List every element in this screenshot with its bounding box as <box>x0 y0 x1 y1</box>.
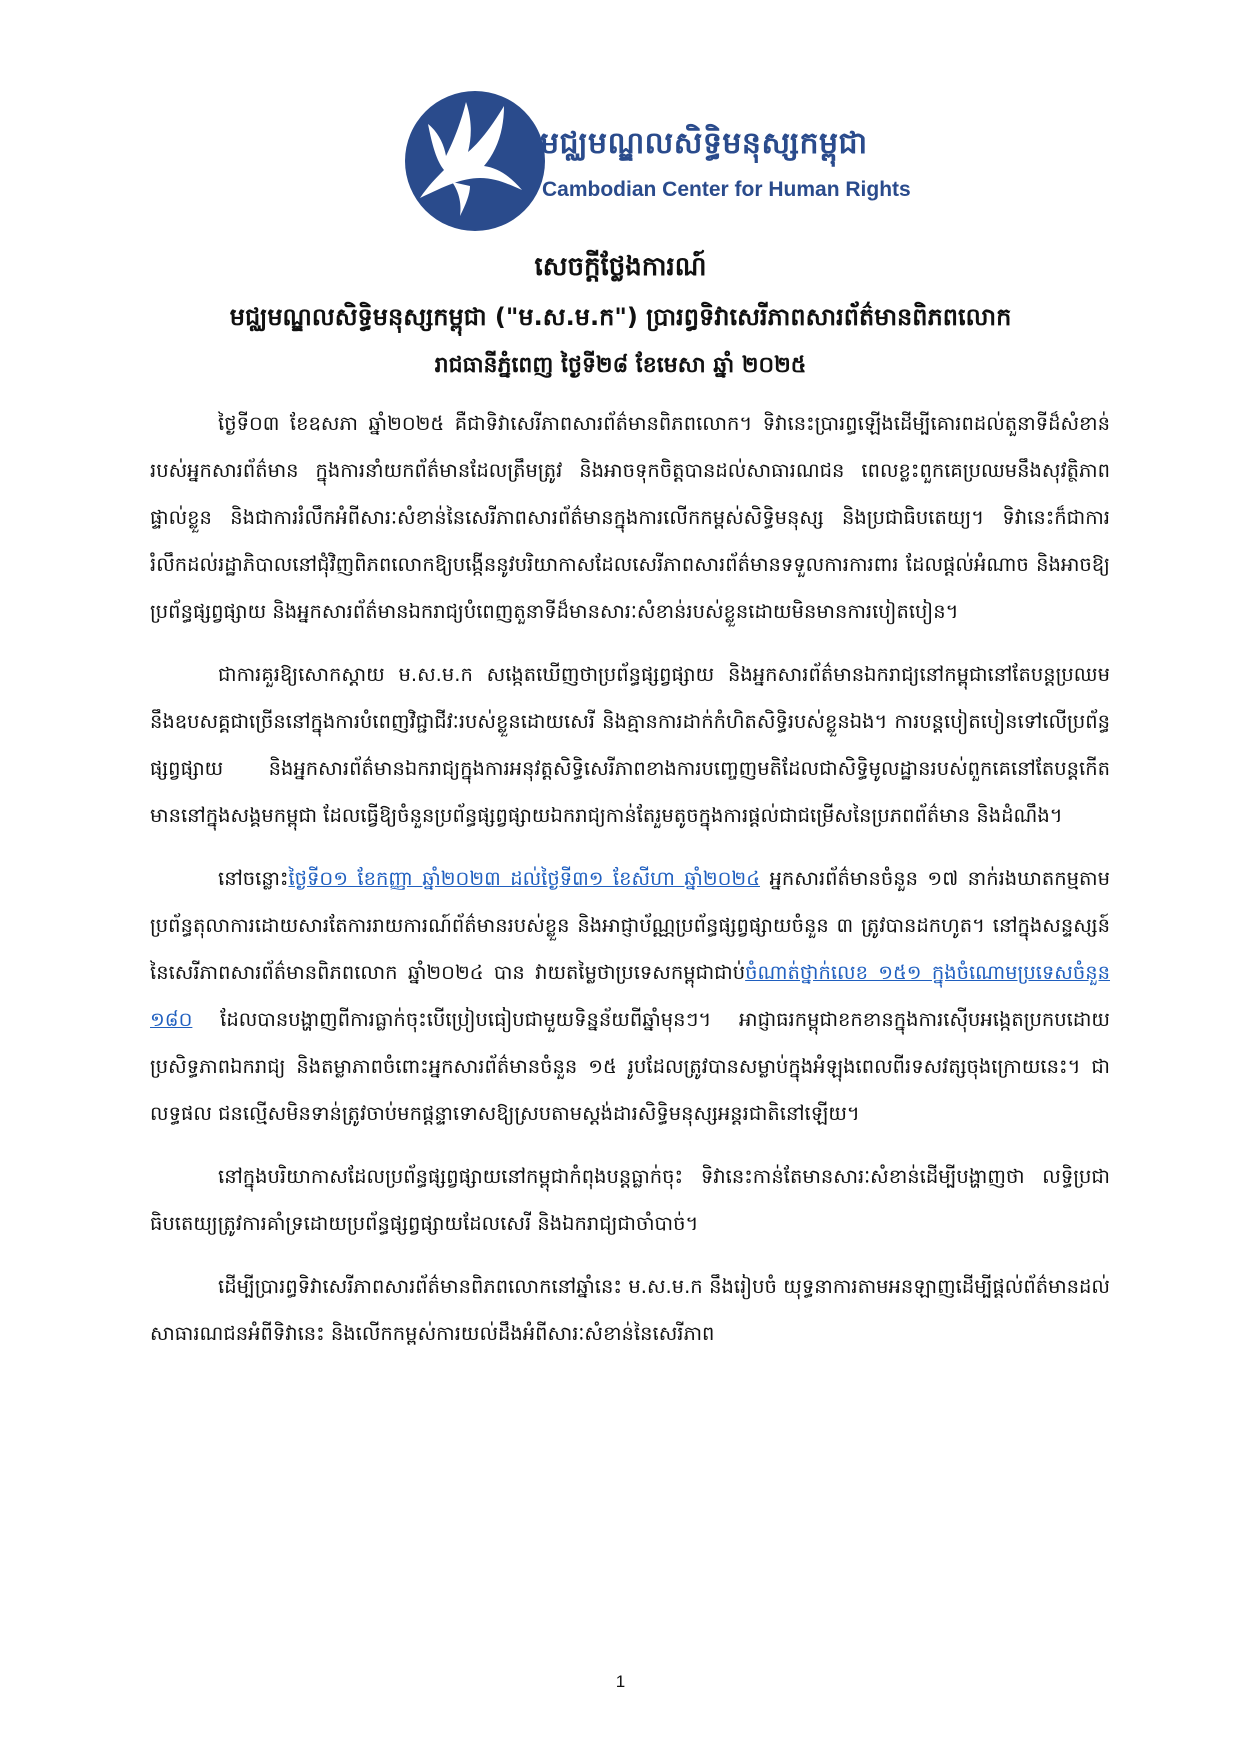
place-date-line: រាជធានីភ្នំពេញ ថ្ងៃទី២៨ ខែមេសា ឆ្នាំ ២០២៥ <box>434 353 807 378</box>
org-logo <box>400 86 911 246</box>
paragraph-4: នៅក្នុងបរិយាកាសដែលប្រព័ន្ធផ្សព្វផ្សាយនៅកម្ពុជាកំពុងបន្តធ្លាក់ចុះ ទិវានេះកាន់តែមានសារៈសំខាន់ដើម្បីបង្ហាញថា លទ្ធិប្រជាធិបតេយ្យត្រូវការគាំទ្រដោយប្រព័ន្ធផ្សព្វផ្សាយដែលសេរី និងឯករាជ្យជាចាំបាច់។ <box>150 1165 1110 1235</box>
paragraph-1: ថ្ងៃទី០៣ ខែឧសភា ឆ្នាំ២០២៥ គឺជាទិវាសេរីភាពសារព័ត៌មានពិភពលោក។ ទិវានេះប្រារព្ធឡើងដើម្បីគោរពដល់តួនាទីដ៏សំខាន់របស់អ្នកសារព័ត៌មាន ក្នុងការនាំយកព័ត៌មានដែលត្រឹមត្រូវ និងអាចទុកចិត្តបានដល់សាធារណជន ពេលខ្លះពួកគេប្រឈមនឹងសុវត្ថិភាពផ្ទាល់ខ្លួន និងជាការរំលឹកអំពីសារៈសំខាន់នៃសេរីភាពសារព័ត៌មានក្នុងការលើកកម្ពស់សិទ្ធិមនុស្ស និងប្រជាធិបតេយ្យ។ ទិវានេះក៏ជាការរំលឹកដល់រដ្ឋាភិបាលនៅជុំវិញពិភពលោកឱ្យបង្កើននូវបរិយាកាសដែលសេរីភាពសារព័ត៌មានទទួលការការពារ ដែលផ្តល់អំណាច និងអាចឱ្យប្រព័ន្ធផ្សព្វផ្សាយ និងអ្នកសារព័ត៌មានឯករាជ្យបំពេញតួនាទីដ៏មានសារៈសំខាន់របស់ខ្លួនដោយមិនមានការបៀតបៀន។ <box>150 412 1110 623</box>
paragraph-5: ដើម្បីប្រារព្ធទិវាសេរីភាពសារព័ត៌មានពិភពលោកនៅឆ្នាំនេះ ម.ស.ម.ក នឹងរៀបចំ យុទ្ធនាការតាមអនឡាញដើម្បីផ្តល់ព័ត៌មានដល់សាធារណជនអំពីទិវានេះ និងលើកកម្ពស់ការយល់ដឹងអំពីសារៈសំខាន់នៃសេរីភាព <box>150 1275 1110 1345</box>
org-name-khmer: មជ្ឈមណ្ឌលសិទ្ធិមនុស្សកម្ពុជា <box>540 126 868 161</box>
document-type-title: សេចក្តីថ្លែងការណ៍ <box>534 252 707 282</box>
headline: មជ្ឈមណ្ឌលសិទ្ធិមនុស្សកម្ពុជា ("ម.ស.ម.ក") ប្រារព្ធទិវាសេរីភាពសារព័ត៌មានពិភពលោក <box>229 303 1012 331</box>
paragraph-3-intro: នៅចន្លោះ <box>218 867 289 890</box>
paragraph-3-middle: អ្នកសារព័ត៌មានចំនួន ១៧ នាក់រងឃាតកម្មតាមប្រព័ន្ធតុលាការដោយសារតែការរាយការណ៍ព័ត៌មានរបស់ខ្លួន និងអាជ្ញាប័ណ្ណប្រព័ន្ធផ្សព្វផ្សាយចំនួន ៣ ត្រូវបានដកហូត។ នៅក្នុងសន្ទស្សន៍នៃសេរីភាពសារព័ត៌មានពិភពលោក ឆ្នាំ២០២៤ បាន វាយតម្លៃថាប្រទេសកម្ពុជាជាប់ <box>150 867 1110 984</box>
ranking-link[interactable]: ចំណាត់ថ្នាក់លេខ ១៥១ ក្នុងចំណោមប្រទេសចំនួន ១៨០ <box>150 961 1111 1031</box>
org-name-english: Cambodian Center for Human Rights <box>542 178 911 201</box>
title-block <box>100 250 1141 383</box>
paragraph-3 <box>150 855 1110 1137</box>
page-number: 1 <box>615 1672 626 1691</box>
paragraph-3-end: ដែលបានបង្ហាញពីការធ្លាក់ចុះបើប្រៀបធៀបជាមួយទិន្នន័យពីឆ្នាំមុនៗ។ អាជ្ញាធរកម្ពុជាខកខានក្នុងការស៊ើបអង្កេតប្រកបដោយប្រសិទ្ធភាពឯករាជ្យ និងតម្លាភាពចំពោះអ្នកសារព័ត៌មានចំនួន ១៥ រូបដែលត្រូវបានសម្លាប់ក្នុងអំឡុងពេលពីរទសវត្សចុងក្រោយនេះ។ ជាលទ្ធផល ជនល្មើសមិនទាន់ត្រូវចាប់មកផ្តន្ទាទោសឱ្យស្របតាមស្តង់ដារសិទ្ធិមនុស្សអន្តរជាតិនៅឡើយ។ <box>150 1008 1110 1125</box>
date-range-link[interactable]: ថ្ងៃទី០១ ខែកញ្ញា ឆ្នាំ២០២៣ ដល់ថ្ងៃទី៣១ ខែសីហា ឆ្នាំ២០២៤ <box>288 867 760 890</box>
document-body <box>150 400 1110 1373</box>
paragraph-2: ជាការគួរឱ្យសោកស្តាយ ម.ស.ម.ក សង្កេតឃើញថាប្រព័ន្ធផ្សព្វផ្សាយ និងអ្នកសារព័ត៌មានឯករាជ្យនៅកម្ពុជានៅតែបន្តប្រឈមនឹងឧបសគ្គជាច្រើននៅក្នុងការបំពេញវិជ្ជាជីវៈរបស់ខ្លួនដោយសេរី និងគ្មានការដាក់កំហិតសិទ្ធិរបស់ខ្លួនឯង។ ការបន្តបៀតបៀនទៅលើប្រព័ន្ធផ្សព្វផ្សាយ និងអ្នកសារព័ត៌មានឯករាជ្យក្នុងការអនុវត្តសិទ្ធិសេរីភាពខាងការបញ្ចេញមតិដែលជាសិទ្ធិមូលដ្ឋានរបស់ពួកគេនៅតែបន្តកើតមាននៅក្នុងសង្គមកម្ពុជា ដែលធ្វើឱ្យចំនួនប្រព័ន្ធផ្សព្វផ្សាយឯករាជ្យកាន់តែរួមតូចក្នុងការផ្តល់ជាជម្រើសនៃប្រភពព័ត៌មាន និងដំណឹង។ <box>150 663 1110 827</box>
dove-emblem-icon <box>400 86 550 236</box>
